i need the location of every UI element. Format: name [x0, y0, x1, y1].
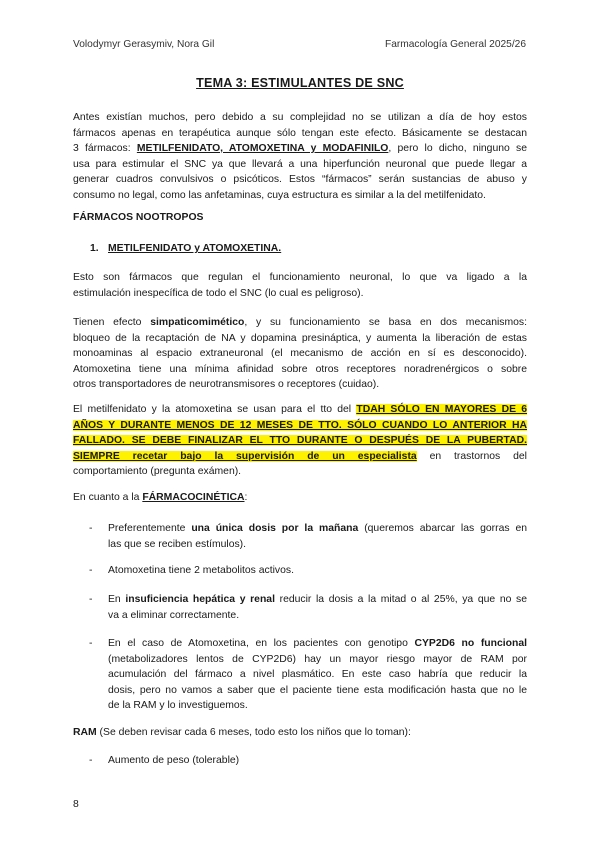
- text-line: [108, 592, 527, 608]
- bold-term: insuficiencia hepática y renal: [125, 594, 275, 605]
- text-line: [108, 521, 527, 537]
- text-run: El metilfenidato y la atomoxetina se usan para el tto del: [73, 404, 357, 415]
- text-line: Antes existían muchos, pero debido a su complejidad no se utilizan a día de hoy estos: [73, 112, 527, 123]
- text-line: bloqueo de la recaptación de NA y dopamina presináptica, y aumenta la liberación de estas: [73, 332, 527, 344]
- text-line: [108, 636, 527, 652]
- subsection-heading: [90, 241, 281, 257]
- text-line: monoaminas al espacio extraneuronal (el mecanismo de acción en sí es desconocido).: [73, 348, 527, 359]
- highlighted-warning: SIEMPRE recetar bajo la supervisión de un especialista: [73, 450, 417, 462]
- text-line: otros transportadores de neurotransmisores o receptores (cuidao).: [73, 379, 380, 390]
- text-line: Atomoxetina tiene 2 metabolitos activos.: [108, 565, 294, 576]
- text-line: va a eliminar correctamente.: [108, 609, 240, 621]
- text-run: 3 fármacos:: [73, 143, 137, 154]
- text-line: de la RAM y lo investiguemos.: [108, 700, 248, 711]
- highlighted-warning: TDAH SÓLO EN MAYORES DE 6: [356, 404, 528, 415]
- text-line: usa para estimular el SNC ya que llevará a una hiperfunción neuronal que puede llegar a: [73, 158, 527, 170]
- bold-term: simpaticomimético: [150, 317, 245, 328]
- text-line: acumulación del fármaco a nivel plasmático. En este caso habría que reducir la: [108, 669, 527, 680]
- text-line: [73, 490, 527, 506]
- header-course: Farmacología General 2025/26: [384, 39, 526, 50]
- highlighted-warning: FALLADO. SE DEBE FINALIZAR EL TTO DURANTE O DESPUÉS DE LA PUBERTAD.: [73, 435, 527, 446]
- text-line: [73, 402, 527, 418]
- subsection-label: METILFENIDATO y ATOMOXETINA.: [108, 243, 282, 254]
- list-bullet: -: [89, 594, 93, 605]
- drug-list-highlight: METILFENIDATO, ATOMOXETINA y MODAFINILO: [136, 143, 389, 154]
- text-line: consumo no legal, como las anfetaminas, cuya estructura es similar a la del metilfenidato.: [73, 189, 486, 201]
- text-run: , pero lo dicho, ninguno se: [388, 143, 528, 154]
- text-run: Preferentemente: [108, 523, 192, 534]
- paragraph-3: [73, 402, 527, 480]
- text-line: Aumento de peso (tolerable): [108, 755, 240, 766]
- text-run: reducir la dosis a la mitad o al 25%, ya que no se: [274, 594, 527, 605]
- page-title: TEMA 3: ESTIMULANTES DE SNC: [196, 76, 404, 90]
- text-line: [73, 725, 527, 741]
- text-run: En: [108, 594, 126, 605]
- text-line: estimulación inespecífica de todo el SNC (lo cual es peligroso).: [73, 287, 364, 299]
- text-line: generar cuadros convulsivos o psicóticos. Estos “fármacos” serán sustancias de abuso y: [73, 174, 527, 185]
- text-line: [73, 433, 527, 449]
- paragraph-1: [73, 270, 527, 301]
- section-heading: FÁRMACOS NOOTROPOS: [73, 212, 204, 223]
- list-bullet: -: [89, 565, 93, 576]
- bold-term: FÁRMACOCINÉTICA: [142, 492, 245, 503]
- text-line: [73, 449, 527, 465]
- text-run: , y su funcionamiento se basa en dos mecanismos:: [244, 317, 527, 328]
- bold-term: RAM: [73, 727, 97, 738]
- list-bullet: -: [89, 755, 93, 766]
- text-run: (queremos abarcar las gorras en: [358, 523, 528, 534]
- highlighted-warning: AÑOS Y DURANTE MENOS DE 12 MESES DE TTO. SÓLO CUANDO LO ANTERIOR HA: [73, 419, 527, 431]
- paragraph-4: [73, 490, 527, 506]
- text-line: Atomoxetina tiene una mínima afinidad sobre otros receptores noradrenérgicos o sobre: [73, 363, 527, 375]
- text-line: (metabolizadores lentos de CYP2D6) hay un mayor riesgo mayor de RAM por: [108, 653, 527, 665]
- bold-term: una única dosis por la mañana: [191, 523, 359, 534]
- text-run: En el caso de Atomoxetina, en los pacientes con genotipo: [108, 638, 415, 649]
- text-run: en trastornos del: [416, 450, 527, 462]
- text-line: las que se reciben estímulos).: [108, 538, 247, 550]
- text-line: [73, 315, 527, 331]
- text-run: En cuanto a la: [73, 492, 143, 503]
- text-run: (Se deben revisar cada 6 meses, todo esto los niños que lo toman):: [96, 727, 411, 738]
- bold-term: CYP2D6 no funcional: [414, 638, 527, 649]
- text-line: [73, 418, 527, 434]
- paragraph-2: [73, 315, 527, 393]
- list-bullet: -: [89, 523, 93, 534]
- page-number: 8: [73, 799, 79, 810]
- text-line: comportamiento (pregunta exámen).: [73, 466, 242, 477]
- text-line: Esto son fármacos que regulan el funcionamiento neuronal, lo que va ligado a la: [73, 272, 527, 283]
- text-run: Tienen efecto: [73, 317, 151, 328]
- intro-paragraph: [73, 110, 527, 203]
- list-bullet: -: [89, 638, 93, 649]
- text-line: fármacos apenas en terapéutica aunque sólo tengan este efecto. Básicamente se destacan: [73, 127, 527, 139]
- text-line: [73, 141, 527, 157]
- header-authors: Volodymyr Gerasymiv, Nora Gil: [73, 39, 215, 50]
- ram-paragraph: [73, 725, 527, 741]
- text-line: dosis, pero no vamos a saber que el paciente tiene esta modificación hasta que no le: [108, 684, 527, 696]
- text-run: :: [244, 492, 248, 503]
- subsection-number: 1.: [90, 243, 99, 254]
